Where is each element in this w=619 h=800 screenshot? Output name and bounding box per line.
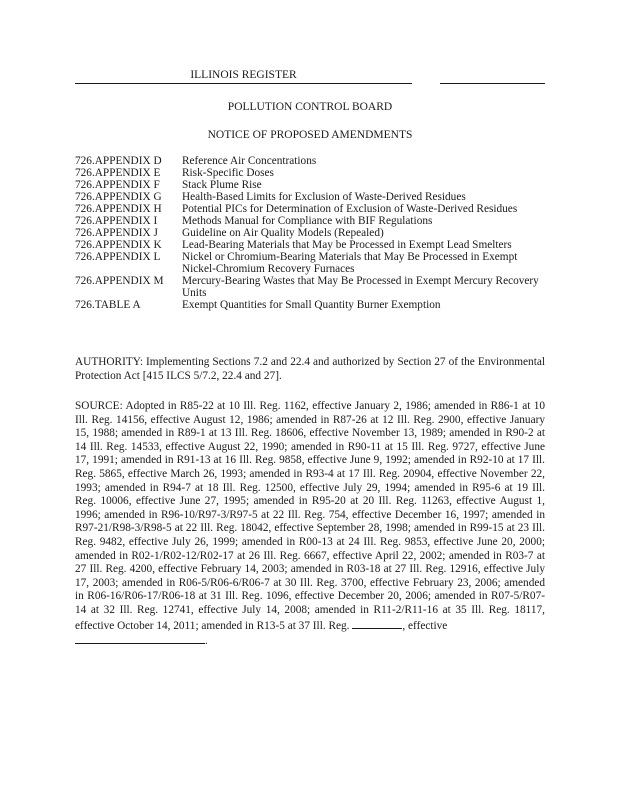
- appendix-row: [75, 227, 545, 239]
- appendix-title: Exempt Quantities for Small Quantity Burner Exemption: [182, 299, 441, 311]
- register-title: ILLINOIS REGISTER: [75, 68, 412, 84]
- source-end: .: [205, 635, 208, 648]
- appendix-title: Potential PICs for Determination of Exclusion of Waste-Derived Residues: [182, 203, 518, 215]
- appendix-title: Methods Manual for Compliance with BIF Regulations: [182, 215, 433, 227]
- appendix-title: Nickel or Chromium-Bearing Materials that May Be Processed in Exempt Nickel-Chromium Recovery Furnaces: [182, 251, 518, 275]
- appendix-code: 726.APPENDIX D: [75, 155, 162, 167]
- agency-name: POLLUTION CONTROL BOARD: [227, 101, 393, 113]
- appendix-row: [75, 203, 545, 215]
- appendix-row: [75, 191, 545, 203]
- appendix-row: [75, 251, 545, 275]
- appendix-title: Guideline on Air Quality Models (Repealed): [182, 227, 384, 239]
- appendix-row: [75, 155, 545, 167]
- notice-title: NOTICE OF PROPOSED AMENDMENTS: [207, 129, 413, 141]
- appendix-row: [75, 215, 545, 227]
- appendix-code: 726.TABLE A: [75, 299, 141, 311]
- appendix-code: 726.APPENDIX E: [75, 167, 161, 179]
- header-rule: [440, 68, 545, 84]
- volume-blank: [352, 618, 402, 629]
- appendix-row: [75, 179, 545, 191]
- appendix-code: 726.APPENDIX M: [75, 275, 164, 287]
- appendix-list: [75, 155, 545, 311]
- source-paragraph: [75, 400, 545, 649]
- appendix-title: Stack Plume Rise: [182, 179, 262, 191]
- source-effective: , effective: [402, 619, 448, 632]
- source-text: SOURCE: Adopted in R85-22 at 10 Ill. Reg. 1162, effective January 2, 1986; amended in R86-1 at 10 Ill. Reg. 14156, effective August 12, 1986; amended in R87-26 at 12 Ill. Reg. 2900, effective January 15, 1988; amended in R89-1 at 13 Ill. Reg. 18606, effective November 13, 1989; amended in R90-2 at 14 Ill. Reg. 14533, effective August 22, 1990; amended in R90-11 at 15 Ill. Reg. 9727, effective June 17, 1991; amended in R91-13 at 16 Ill. Reg. 9858, effective June 9, 1992; amended in R92-10 at 17 Ill. Reg. 5865, effective March 26, 1993; amended in R93-4 at 17 Ill. Reg. 20904, effective November 22, 1993; amended in R94-7 at 18 Ill. Reg. 12500, effective July 29, 1994; amended in R95-6 at 19 Ill. Reg. 10006, effective June 27, 1995; amended in R95-20 at 20 Ill. Reg. 11263, effective August 1, 1996; amended in R96-10/R97-3/R97-5 at 22 Ill. Reg. 754, effective December 16, 1997; amended in R97-21/R98-3/R98-5 at 22 Ill. Reg. 18042, effective September 28, 1998; amended in R99-15 at 23 Ill. Reg. 9482, effective July 26, 1999; amended in R00-13 at 24 Ill. Reg. 9853, effective June 20, 2000; amended in R02-1/R02-12/R02-17 at 26 Ill. Reg. 6667, effective April 22, 2002; amended in R03-7 at 27 Ill. Reg. 4200, effective February 14, 2003; amended in R03-18 at 27 Ill. Reg. 12916, effective July 17, 2003; amended in R06-5/R06-6/R06-7 at 30 Ill. Reg. 3700, effective February 23, 2006; amended in R06-16/R06-17/R06-18 at 31 Ill. Reg. 1096, effective December 20, 2006; amended in R07-5/R07-14 at 32 Ill. Reg. 12741, effective July 14, 2008; amended in R11-2/R11-16 at 35 Ill. Reg. 18117, effective October 14, 2011; amended in R13-5 at 37 Ill. Reg.: [75, 400, 545, 632]
- authority-paragraph: AUTHORITY: Implementing Sections 7.2 and 22.4 and authorized by Section 27 of the Environmental Protection Act [415 ILCS 5/7.2, 22.4 and 27].: [75, 356, 545, 382]
- appendix-code: 726.APPENDIX J: [75, 227, 158, 239]
- appendix-code: 726.APPENDIX G: [75, 191, 162, 203]
- appendix-title: Risk-Specific Doses: [182, 167, 274, 179]
- appendix-row: [75, 299, 545, 311]
- appendix-code: 726.APPENDIX F: [75, 179, 160, 191]
- appendix-title: Reference Air Concentrations: [182, 155, 317, 167]
- appendix-code: 726.APPENDIX H: [75, 203, 162, 215]
- appendix-title: Lead-Bearing Materials that May be Processed in Exempt Lead Smelters: [182, 239, 512, 251]
- appendix-row: [75, 275, 545, 299]
- appendix-title: Health-Based Limits for Exclusion of Waste-Derived Residues: [182, 191, 466, 203]
- appendix-title: Mercury-Bearing Wastes that May Be Processed in Exempt Mercury Recovery Units: [182, 275, 539, 299]
- date-blank: [75, 633, 205, 644]
- appendix-row: [75, 167, 545, 179]
- appendix-row: [75, 239, 545, 251]
- appendix-code: 726.APPENDIX I: [75, 215, 158, 227]
- appendix-code: 726.APPENDIX K: [75, 239, 162, 251]
- appendix-code: 726.APPENDIX L: [75, 251, 161, 263]
- register-header: [75, 68, 545, 84]
